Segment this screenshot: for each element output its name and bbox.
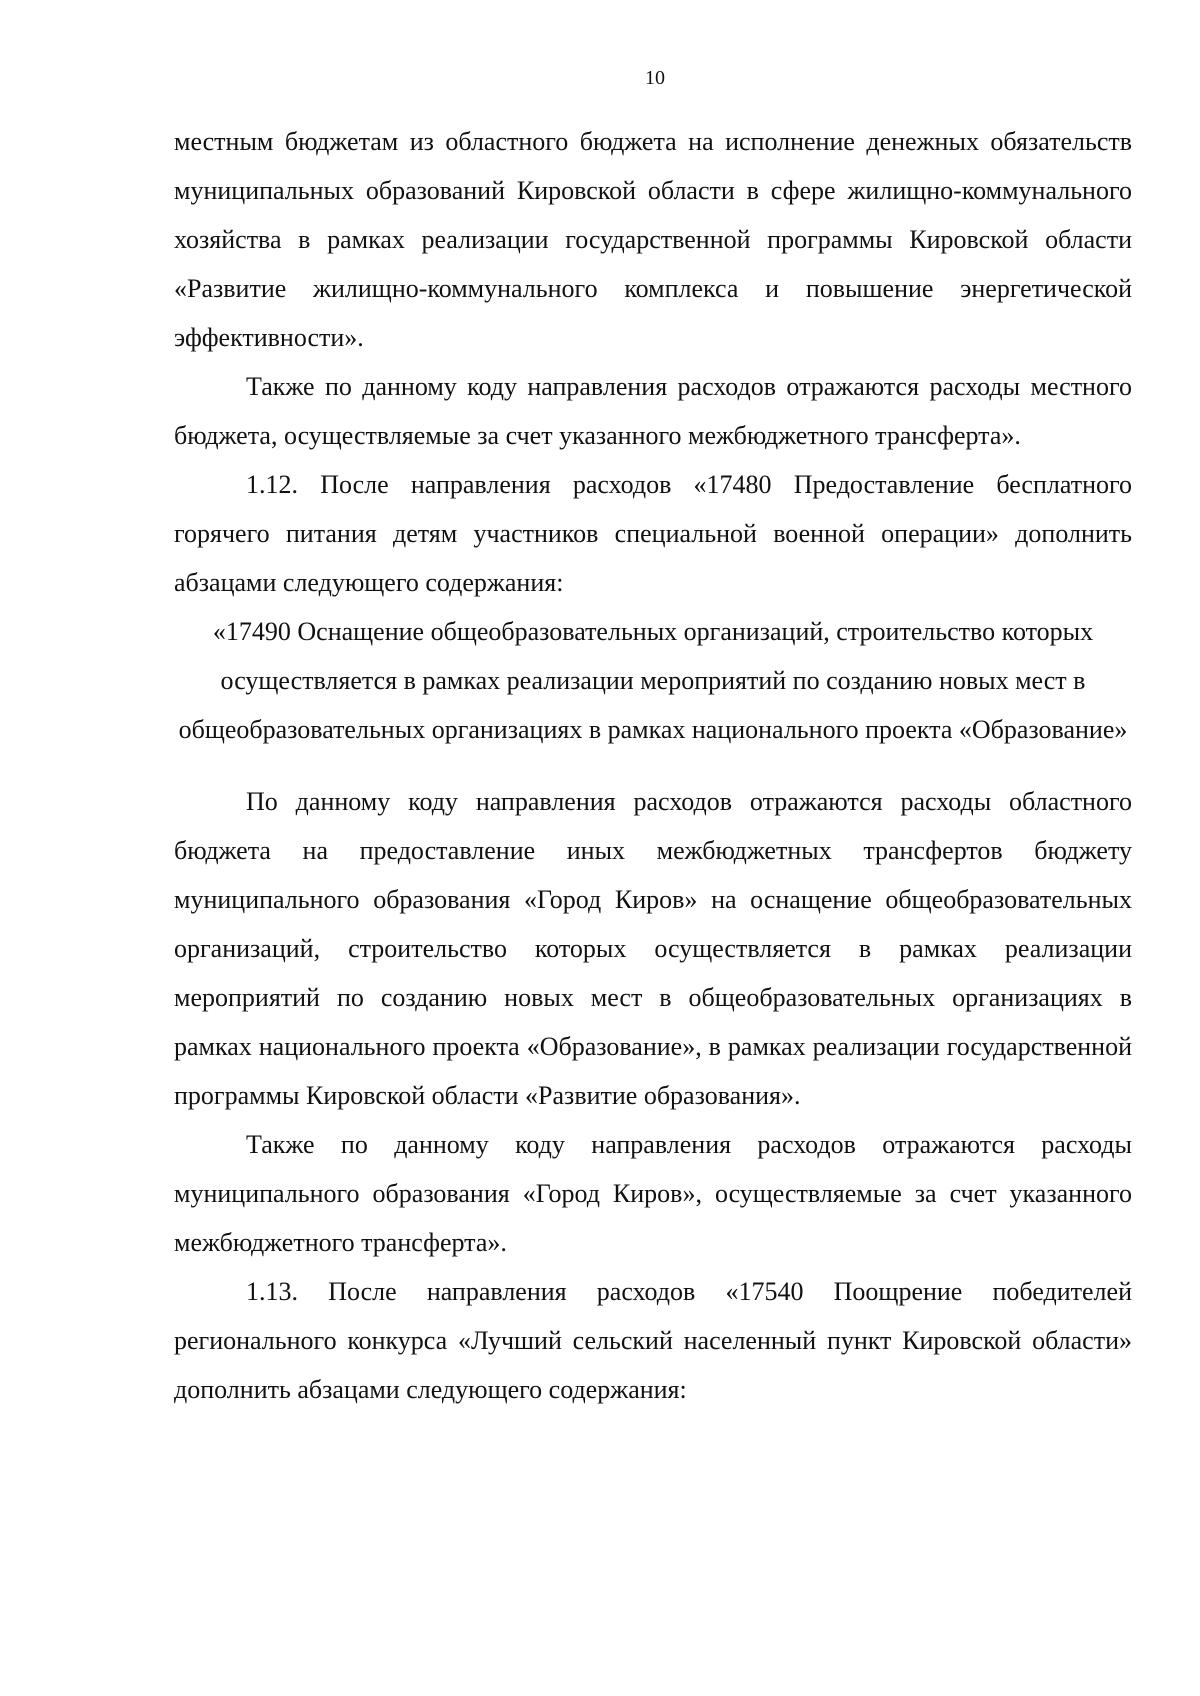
paragraph-item-1-12: 1.12. После направления расходов «17480 Предоставление бесплатного горячего питания детям участников специальной военной операции» дополнить абзацами следующего содержания: — [174, 470, 1132, 597]
paragraph-also-local-budget: Также по данному коду направления расходов отражаются расходы местного бюджета, осуществляемые за счет указанного межбюджетного трансферта». — [174, 372, 1132, 450]
paragraph-also-city-budget: Также по данному коду направления расходов отражаются расходы муниципального образования «Город Киров», осуществляемые за счет указанного межбюджетного трансферта». — [174, 1130, 1132, 1257]
page-number: 10 — [645, 67, 665, 89]
heading-spacer — [174, 754, 1132, 777]
section-heading-17490: «17490 Оснащение общеобразовательных организаций, строительство которых осуществляется в рамках реализации мероприятий по созданию новых мест в общеобразовательных организациях в рамках национального проекта «Образование» — [178, 617, 1128, 744]
paragraph-item-1-13: 1.13. После направления расходов «17540 Поощрение победителей регионального конкурса «Лучший сельский населенный пункт Кировской области» дополнить абзацами следующего содержания: — [174, 1277, 1132, 1404]
paragraph-continuation: местным бюджетам из областного бюджета на исполнение денежных обязательств муниципальных образований Кировской области в сфере жилищно-коммунального хозяйства в рамках реализации государственной программы Кировской области «Развитие жилищно-коммунального комплекса и повышение энергетической эффективности». — [174, 127, 1132, 352]
paragraph-code-description: По данному коду направления расходов отражаются расходы областного бюджета на предоставление иных межбюджетных трансфертов бюджету муниципального образования «Город Киров» на оснащение общеобразовательных организаций, строительство которых осуществляется в рамках реализации мероприятий по созданию новых мест в общеобразовательных организациях в рамках национального проекта «Образование», в рамках реализации государственной программы Кировской области «Развитие образования». — [174, 787, 1132, 1110]
document-body — [174, 117, 1132, 1414]
